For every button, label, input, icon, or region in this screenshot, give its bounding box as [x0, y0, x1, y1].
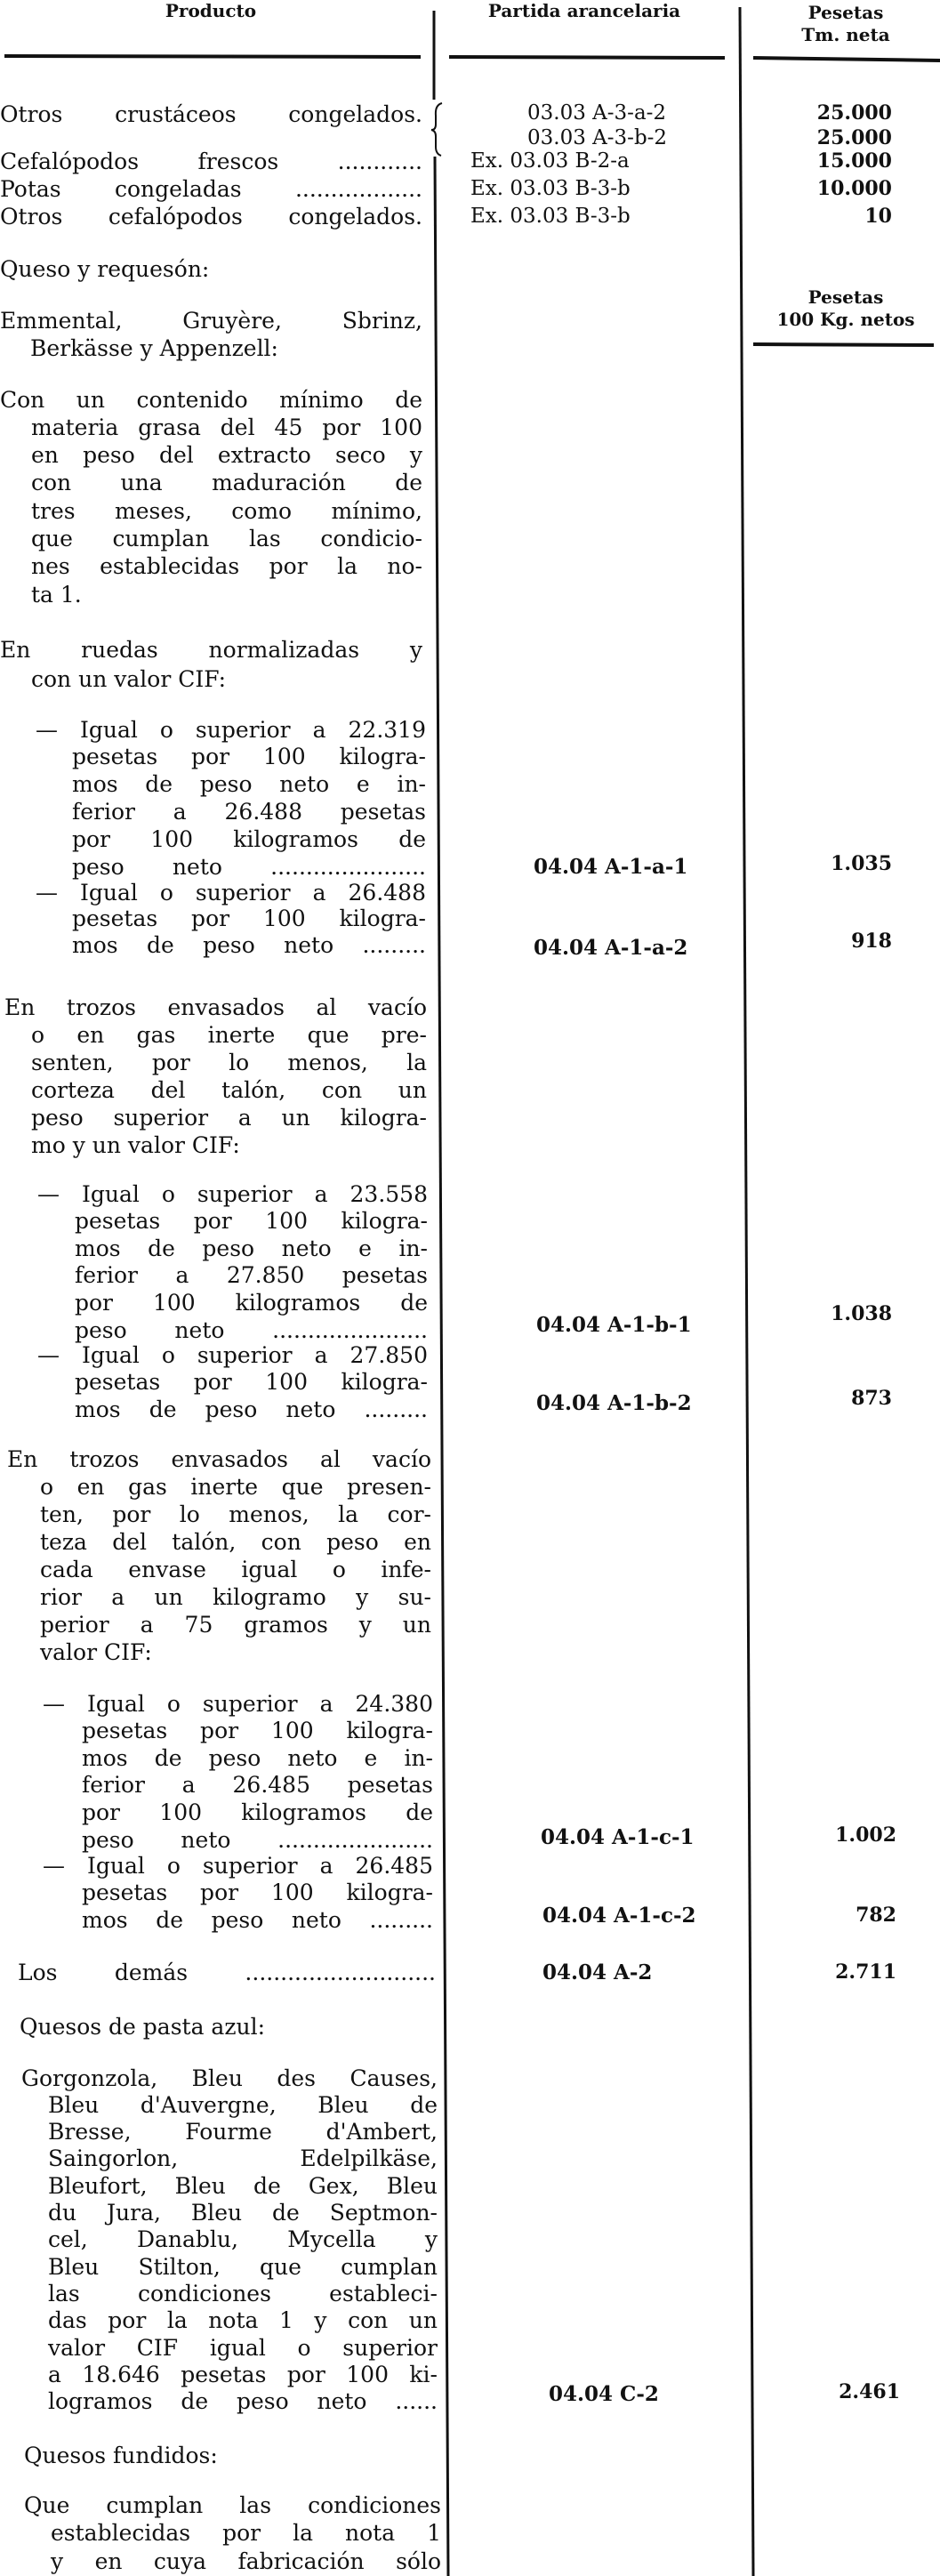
text-line: Berkässe y Appenzell:	[30, 334, 278, 361]
column-header-partida: Partida arancelaria	[487, 0, 681, 21]
text-line: a 18.646 pesetas por 100 ki-	[48, 2361, 438, 2387]
text-line: ferior a 27.850 pesetas	[75, 1262, 428, 1289]
tariff-code: 03.03 A-3-b-2	[527, 125, 668, 149]
text-line: ferior a 26.488 pesetas	[72, 798, 426, 825]
text-line: Gorgonzola, Bleu des Causes,	[21, 2065, 438, 2091]
price-value: 1.002	[835, 1823, 896, 1847]
text-line: logramos de peso neto ......	[48, 2388, 438, 2415]
text-line: pesetas por 100 kilogra-	[72, 906, 426, 931]
text-line: peso neto ......................	[75, 1316, 428, 1343]
text-line: corteza del talón, con un	[31, 1076, 427, 1103]
tariff-code: Ex. 03.03 B-3-b	[470, 176, 631, 200]
tariff-code: 04.04 A-1-a-2	[534, 935, 688, 960]
text-line: pesetas por 100 kilogra-	[82, 1718, 433, 1744]
text-line: ferior a 26.485 pesetas	[82, 1772, 433, 1799]
text-line: valor CIF igual o superior	[48, 2334, 438, 2361]
text-line: senten, por lo menos, la	[31, 1049, 427, 1075]
text-line: mos de peso neto .........	[75, 1396, 428, 1422]
unit-header-pesetas: Pesetas	[807, 286, 884, 308]
text-line: Queso y requesón:	[0, 255, 210, 282]
text-line: Bleufort, Bleu de Gex, Bleu	[48, 2172, 438, 2199]
tariff-code: 04.04 C-2	[549, 2381, 659, 2406]
text-line: ten, por lo menos, la cor-	[40, 1501, 431, 1527]
unit-header-kg: 100 Kg. netos	[776, 309, 915, 330]
price-value: 1.035	[831, 851, 892, 875]
text-line: y en cuya fabricación sólo	[51, 2548, 441, 2574]
text-line: tres meses, como mínimo,	[31, 497, 422, 524]
price-value: 25.000	[816, 101, 892, 125]
text-line: valor CIF:	[40, 1638, 152, 1665]
text-line: du Jura, Bleu de Septmon-	[48, 2200, 438, 2226]
tariff-code: 04.04 A-1-b-1	[536, 1312, 692, 1337]
price-value: 2.711	[835, 1960, 896, 1984]
column-header-producto: Producto	[165, 0, 257, 21]
text-line: Quesos de pasta azul:	[20, 2013, 266, 2040]
tariff-code: 04.04 A-1-c-2	[542, 1903, 696, 1928]
header-rule-product	[4, 56, 421, 57]
text-line: nes establecidas por la no-	[31, 553, 422, 580]
product-name: Otros cefalópodos congelados.	[0, 203, 422, 229]
text-line: mo y un valor CIF:	[31, 1131, 240, 1158]
price-value: 10.000	[816, 176, 892, 200]
text-line: mos de peso neto e in-	[72, 771, 426, 798]
text-line: — Igual o superior a 26.488	[36, 879, 426, 906]
text-line: cel, Danablu, Mycella y	[48, 2226, 438, 2253]
text-line: Bresse, Fourme d'Ambert,	[48, 2119, 438, 2145]
text-line: Bleu d'Auvergne, Bleu de	[48, 2091, 438, 2118]
text-line: — Igual o superior a 23.558	[37, 1180, 428, 1207]
text-line: Bleu Stilton, que cumplan	[48, 2253, 438, 2280]
text-line: con una maduración de	[31, 470, 422, 496]
product-name: Cefalópodos frescos ............	[0, 148, 422, 174]
text-line: materia grasa del 45 por 100	[31, 414, 422, 440]
product-name: Otros crustáceos congelados.	[0, 101, 422, 127]
column-divider-code	[740, 7, 753, 2576]
text-line: mos de peso neto .........	[72, 931, 426, 958]
price-value: 873	[851, 1386, 892, 1410]
text-line: mos de peso neto e in-	[82, 1744, 433, 1771]
text-line: cada envase igual o infe-	[40, 1556, 431, 1582]
text-line: rior a un kilogramo y su-	[40, 1583, 431, 1610]
tariff-code: 04.04 A-2	[542, 1960, 653, 1984]
text-line: Saingorlon, Edelpilkäse,	[48, 2145, 438, 2172]
text-line: Emmental, Gruyère, Sbrinz,	[0, 307, 422, 334]
text-line: pesetas por 100 kilogra-	[75, 1369, 428, 1395]
text-line: con un valor CIF:	[31, 665, 227, 692]
price-value: 15.000	[816, 149, 892, 173]
text-line: Que cumplan las condiciones	[24, 2491, 441, 2518]
text-line: — Igual o superior a 24.380	[43, 1690, 433, 1717]
column-header-unit: Tm. neta	[801, 24, 890, 45]
text-line: perior a 75 gramos y un	[40, 1611, 431, 1638]
column-header-pesetas: Pesetas	[807, 2, 884, 23]
text-line: por 100 kilogramos de	[75, 1289, 428, 1316]
text-line: Los demás ...........................	[18, 1959, 436, 1985]
price-value: 2.461	[839, 2379, 900, 2403]
price-value: 25.000	[816, 125, 892, 149]
tariff-code: 04.04 A-1-c-1	[541, 1824, 695, 1849]
text-line: peso neto ......................	[72, 853, 426, 880]
text-line: las condiciones estableci-	[48, 2280, 438, 2306]
text-line: peso neto ......................	[82, 1826, 433, 1853]
text-line: Quesos fundidos:	[24, 2442, 218, 2468]
price-value: 782	[856, 1903, 896, 1927]
tariff-code: 03.03 A-3-a-2	[527, 101, 667, 125]
text-line: — Igual o superior a 26.485	[43, 1852, 433, 1879]
text-line: por 100 kilogramos de	[82, 1799, 433, 1825]
text-line: das por la nota 1 y con un	[48, 2307, 438, 2334]
price-value: 1.038	[831, 1301, 892, 1325]
text-line: peso superior a un kilogra-	[31, 1104, 427, 1131]
product-name: Potas congeladas ..................	[0, 175, 422, 202]
text-line: En trozos envasados al vacío	[7, 1445, 431, 1472]
tariff-code: Ex. 03.03 B-3-b	[470, 204, 631, 228]
text-line: pesetas por 100 kilogra-	[72, 744, 426, 770]
text-line: En trozos envasados al vacío	[4, 994, 427, 1020]
tariff-code: 04.04 A-1-a-1	[534, 854, 688, 879]
text-line: pesetas por 100 kilogra-	[75, 1208, 428, 1235]
text-line: — Igual o superior a 27.850	[37, 1341, 428, 1368]
text-line: mos de peso neto .........	[82, 1906, 433, 1933]
text-line: o en gas inerte que pre-	[31, 1021, 427, 1048]
brace-icon	[431, 103, 442, 156]
text-line: En ruedas normalizadas y	[0, 636, 422, 663]
text-line: pesetas por 100 kilogra-	[82, 1880, 433, 1905]
unit-header-rule	[753, 344, 934, 345]
header-rule-code	[449, 57, 725, 58]
text-line: en peso del extracto seco y	[31, 442, 422, 469]
text-line: o en gas inerte que presen-	[40, 1473, 431, 1500]
tariff-code: Ex. 03.03 B-2-a	[470, 149, 630, 173]
text-line: Con un contenido mínimo de	[0, 386, 422, 413]
text-line: por 100 kilogramos de	[72, 825, 426, 852]
text-line: — Igual o superior a 22.319	[36, 716, 426, 743]
text-line: que cumplan las condicio-	[31, 526, 422, 551]
price-value: 10	[864, 204, 892, 228]
text-line: mos de peso neto e in-	[75, 1235, 428, 1261]
tariff-code: 04.04 A-1-b-2	[536, 1390, 692, 1415]
header-rule-value	[753, 58, 940, 60]
price-value: 918	[851, 929, 892, 953]
text-line: teza del talón, con peso en	[40, 1528, 431, 1555]
text-line: establecidas por la nota 1	[51, 2520, 441, 2546]
text-line: ta 1.	[31, 581, 82, 608]
